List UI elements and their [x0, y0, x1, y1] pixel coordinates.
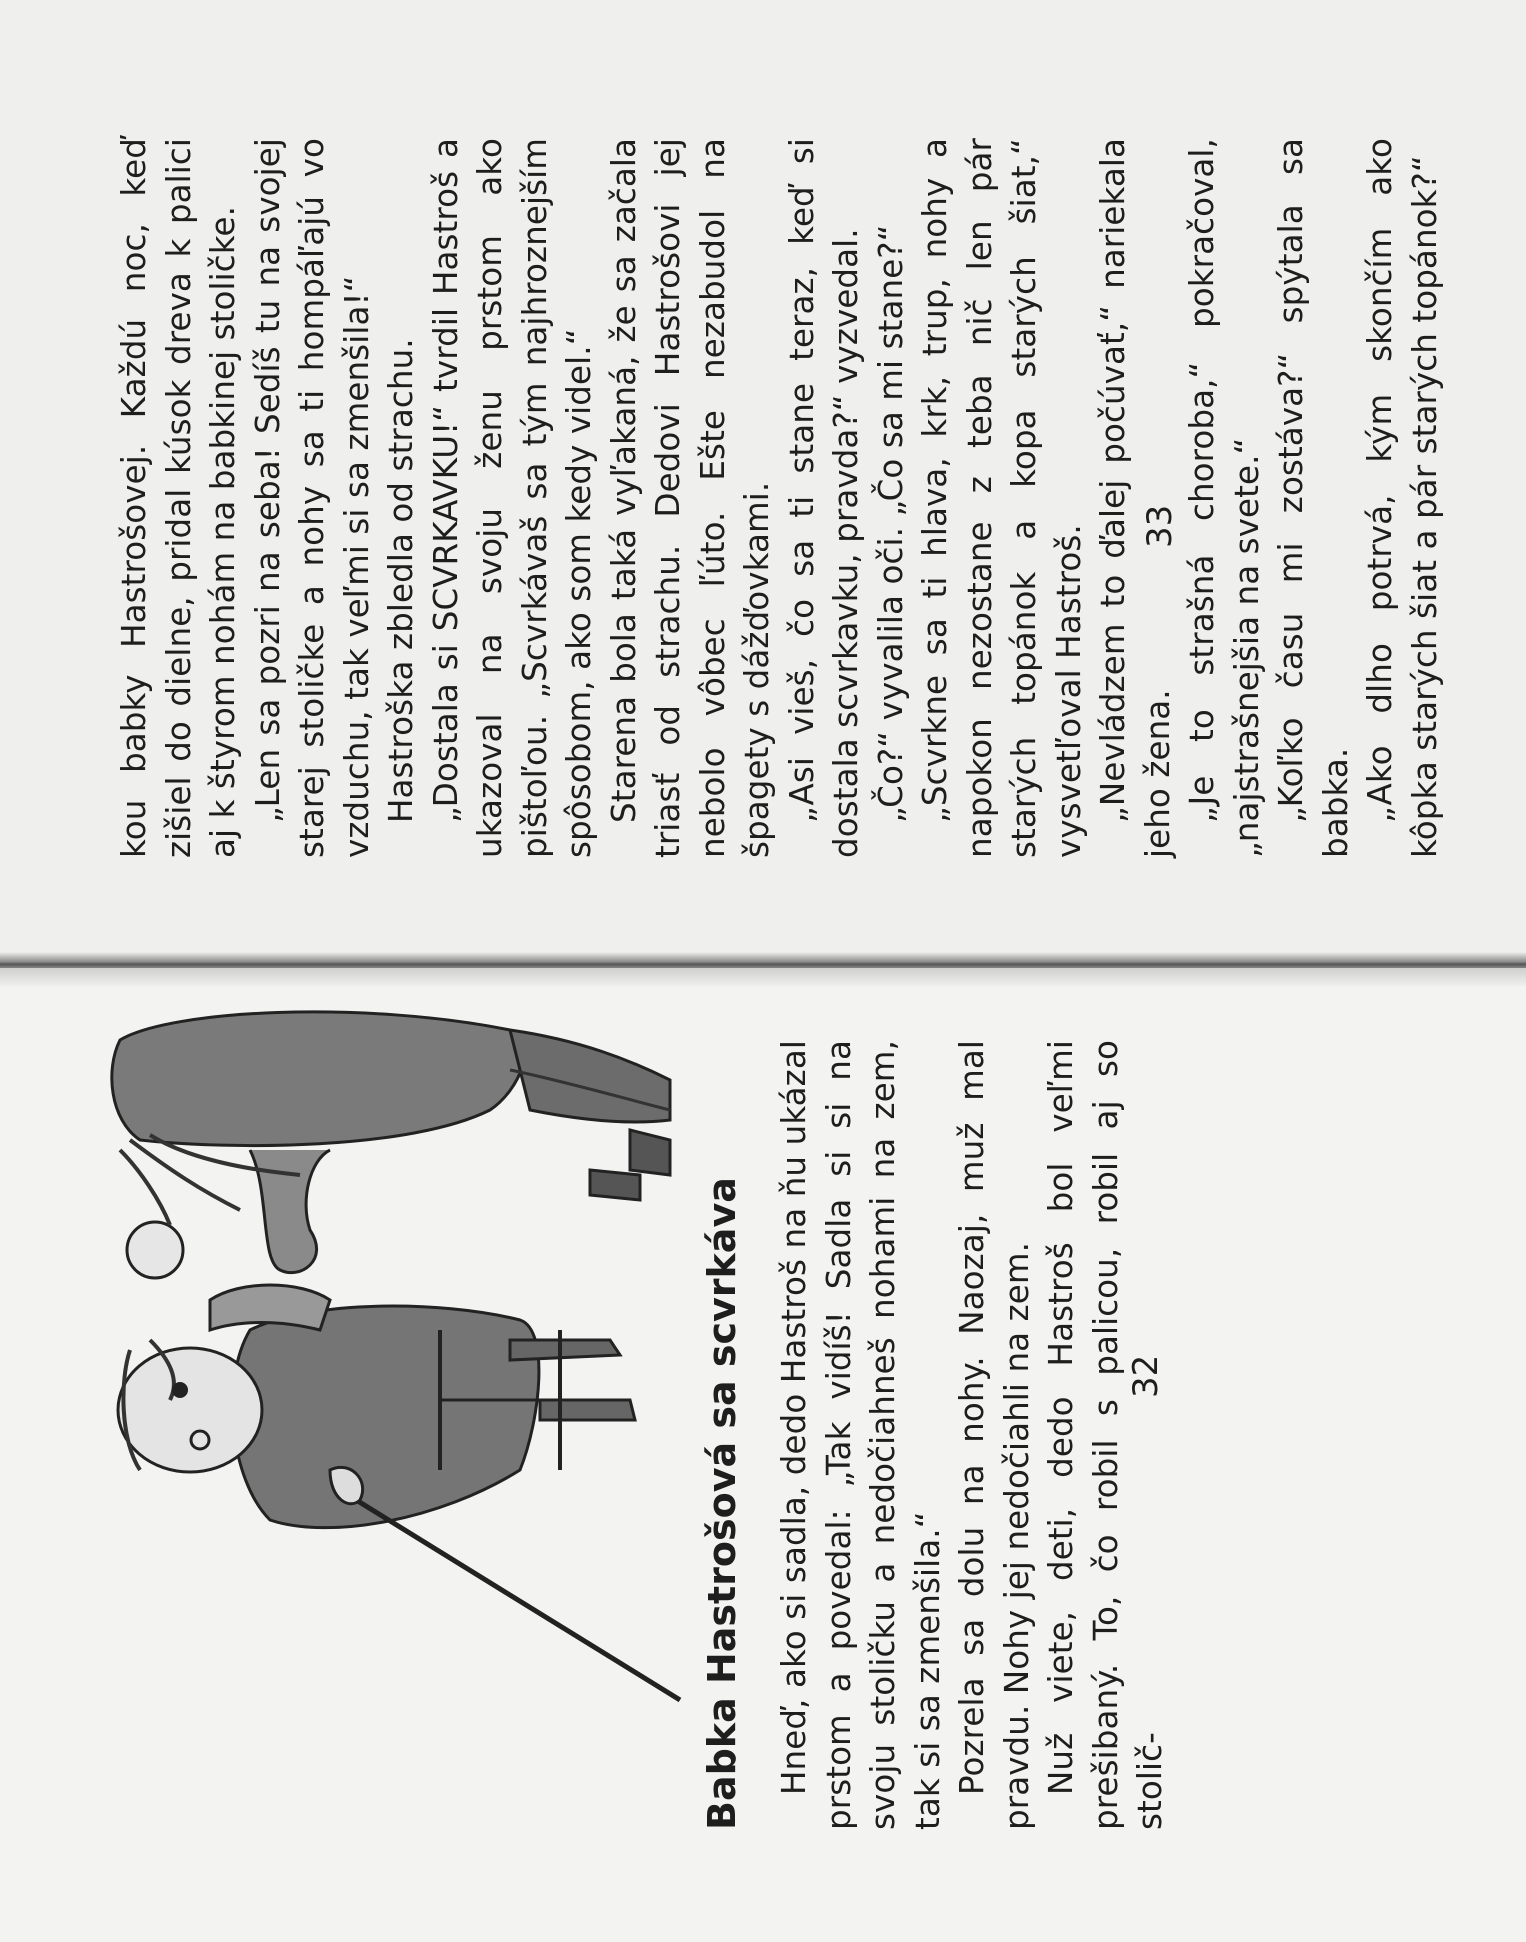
chapter-title: Babka Hastrošová sa scvrkáva: [700, 1177, 744, 1830]
paragraph: Starena bola taká vyľakaná, že sa začala triasť od strachu. Dedovi Hastrošovi jej nebolo vôbec ľúto. Ešte nezabudol na špagety s dážďovkami.: [604, 138, 776, 858]
left-page-text-block: [700, 1040, 1173, 1830]
paragraph: „Je to strašná choroba,“ pokračoval, „najstrašnejšia na svete.“: [1183, 138, 1266, 858]
paragraph: „Koľko času mi zostáva?“ spýtala sa babka.: [1272, 138, 1355, 858]
paragraph: „Asi vieš, čo sa ti stane teraz, keď si dostala scvrkavku, pravda?“ vyzvedal.: [782, 138, 865, 858]
paragraph: „Len sa pozri na seba! Sedíš tu na svojej starej stoličke a nohy sa ti hompáľajú vo vzduchu, tak veľmi si sa zmenšila!“: [248, 138, 376, 858]
paragraph: kou babky Hastrošovej. Každú noc, keď zišiel do dielne, pridal kúsok dreva k palici aj k štyrom nohám na babkinej stoličke.: [115, 138, 242, 858]
page-gutter-shadow: [0, 968, 1526, 986]
paragraph: „Dostala si SCVRKAVKU!“ tvrdil Hastroš a ukazoval na svoju ženu prstom ako pištoľou. „Scvrkávaš sa tým najhroznejším spôsobom, ako som kedy videl.“: [426, 138, 598, 858]
paragraph: „Ako dlho potrvá, kým skončím ako kôpka starých šiat a pár starých topánok?“: [1361, 138, 1444, 858]
page-number-33: 33: [1140, 504, 1180, 548]
seated-woman-figure: [118, 1285, 635, 1528]
page-number-32: 32: [1126, 1354, 1166, 1398]
paragraph: „Čo?“ vyvalila oči. „Čo sa mi stane?“: [871, 224, 910, 823]
paragraph: „Scvrkne sa ti hlava, krk, trup, nohy a napokon nezostane z teba nič len pár starých topánok a kopa starých šiat,“ vysvetľoval Hastroš.: [916, 138, 1088, 858]
paragraph: „Nevládzem to ďalej počúvať,“ nariekala jeho žena.: [1094, 138, 1177, 858]
illustration-hastros-couple: [110, 1000, 690, 1730]
paragraph: Nuž viete, deti, dedo Hastroš bol veľmi prešibaný. To, čo robil s palicou, robil aj so stolič-: [1042, 1040, 1169, 1830]
paragraph: Pozrela sa dolu na nohy. Naozaj, muž mal pravdu. Nohy jej nedočiahli na zem.: [953, 1040, 1036, 1830]
standing-man-figure: [112, 1012, 670, 1278]
right-page-text-block: [112, 138, 1447, 858]
paragraph: Hneď, ako si sadla, dedo Hastroš na ňu ukázal prstom a povedal: „Tak vidíš! Sadla si si na svoju stoličku a nedočiahneš nohami na zem, tak si sa zmenšila.“: [775, 1040, 947, 1830]
right-page: [0, 0, 1526, 960]
paragraph: Hastroška zbledla od strachu.: [382, 338, 420, 823]
